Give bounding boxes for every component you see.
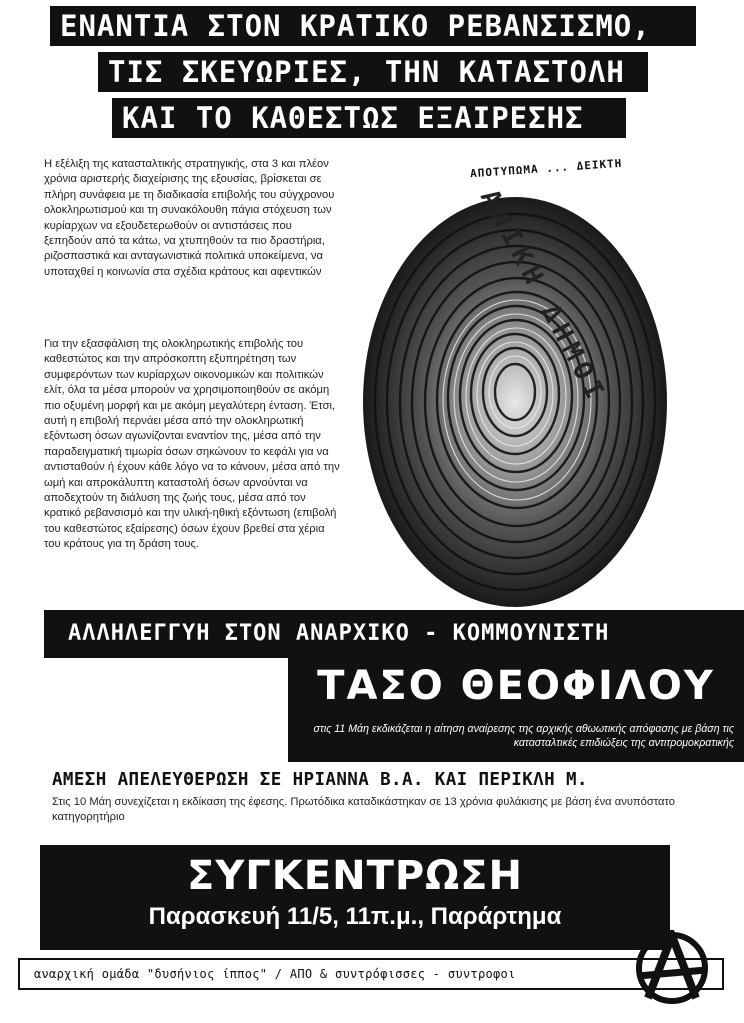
footer-signature-box: [18, 958, 724, 990]
trial-detail: στις 11 Μάη εκδικάζεται η αίτηση αναίρεσης της αρχικής αθωωτικής απόφασης με βάση τις κατασταλτικές επιδιώξεις της αντιτρομοκρατικής: [288, 714, 744, 762]
body-paragraph-1: Η εξέλιξη της κατασταλτικής στρατηγικής, στα 3 και πλέον χρόνια αριστερής διαχείρισης της εξουσίας, βρίσκεται σε πλήρη συνάφεια με τη διαδικασία επιβολής του σύγχρονου ολοκληρωτισμού και τη συνακόλουθη πάγια στόχευση των κυρίαρχων να εξουδετερωθούν οι αντιστάσεις που ξεπηδούν από τα κάτω, να χτυπηθούν τα πιο δραστήρια, ριζοσπαστικά και ανταγωνιστικά πολιτικά υποκείμενα, να υποταχθεί η κοινωνία στα σχέδια κράτους και αφεντικών: [44, 158, 335, 278]
solidarity-heading: ΑΛΛΗΛΕΓΓΥΗ ΣΤΟΝ ΑΝΑΡΧΙΚΟ - ΚΟΜΜΟΥΝΙΣΤΗ: [44, 610, 744, 658]
headline-line-2: ΤΙΣ ΣΚΕΥΩΡΙΕΣ, ΤΗΝ ΚΑΤΑΣΤΟΛΗ: [98, 52, 648, 92]
footer-signature: αναρχική ομάδα "δυσήνιος ίππος" / ΑΠΟ & συντρόφισσες - συντροφοι: [34, 967, 516, 981]
gathering-details: Παρασκευή 11/5, 11π.μ., Παράρτημα: [148, 903, 562, 930]
body-paragraph-2: Για την εξασφάλιση της ολοκληρωτικής επιβολής του καθεστώτος και την απρόσκοπτη εξυπηρέτηση των συμφερόντων των κυρίαρχων οικονομικών και πολιτικών ελίτ, όλα τα μέσα μπορούν να χρησιμοποιηθούν σε ακόμη πιο οξυμένη μορφή και με ακόμη μεγαλύτερη ένταση. Έτσι, αυτή η επιβολή περνάει μέσα από την ολοκληρωτική εξόντωση όσων αγωνίζονται εναντίον της, μέσα από την παραδειγματική τιμωρία όσων σηκώνουν το κεφάλι για να αντισταθούν ή έχουν κάθε λόγο να το κάνουν, μέσα από την ωμή και απροκάλυπτη καταστολή όσων αρνούνται να αποδεχτούν τη διάλυση της ζωής τους, μέσα από τον κρατικό ρεβανσισμό και την υλική-ηθική εξόντωση (επιβολή του καθεστώτος εξαίρεσης) όσων έχουν βρεθεί στα χέρια του κράτους για τη δράση τους.: [44, 338, 340, 551]
fingerprint-stamp-text: ΑΝΙΚΗ ΔΗΜΟΙ: [473, 184, 613, 410]
prisoner-name: ΤΑΣΟ ΘΕΟΦΙΛΟΥ: [288, 658, 744, 714]
fingerprint-image: [340, 152, 678, 607]
fingerprint-top-label: ΑΠΟΤΥΠΩΜΑ ... ΔΕΙΚΤΗ: [469, 156, 623, 181]
release-heading: ΑΜΕΣΗ ΑΠΕΛΕΥΘΕΡΩΣΗ ΣΕ ΗΡΙΑΝΝΑ Β.Α. ΚΑΙ ΠΕΡΙΚΛΗ Μ.: [52, 770, 588, 790]
gathering-banner: [40, 845, 670, 950]
release-text: Στις 10 Μάη συνεχίζεται η εκδίκαση της έφεσης. Πρωτόδικα καταδικάστηκαν σε 13 χρόνια φυλάκισης με βάση ένα ανυπόστατο κατηγορητήριο: [52, 796, 675, 823]
circle-a-icon: [634, 930, 710, 1006]
headline-line-3: ΚΑΙ ΤΟ ΚΑΘΕΣΤΩΣ ΕΞΑΙΡΕΣΗΣ: [112, 98, 626, 138]
headline-line-1: ΕΝΑΝΤΙΑ ΣΤΟΝ ΚΡΑΤΙΚΟ ΡΕΒΑΝΣΙΣΜΟ,: [50, 6, 696, 46]
gathering-title: ΣΥΓΚΕΝΤΡΩΣΗ: [187, 853, 523, 899]
